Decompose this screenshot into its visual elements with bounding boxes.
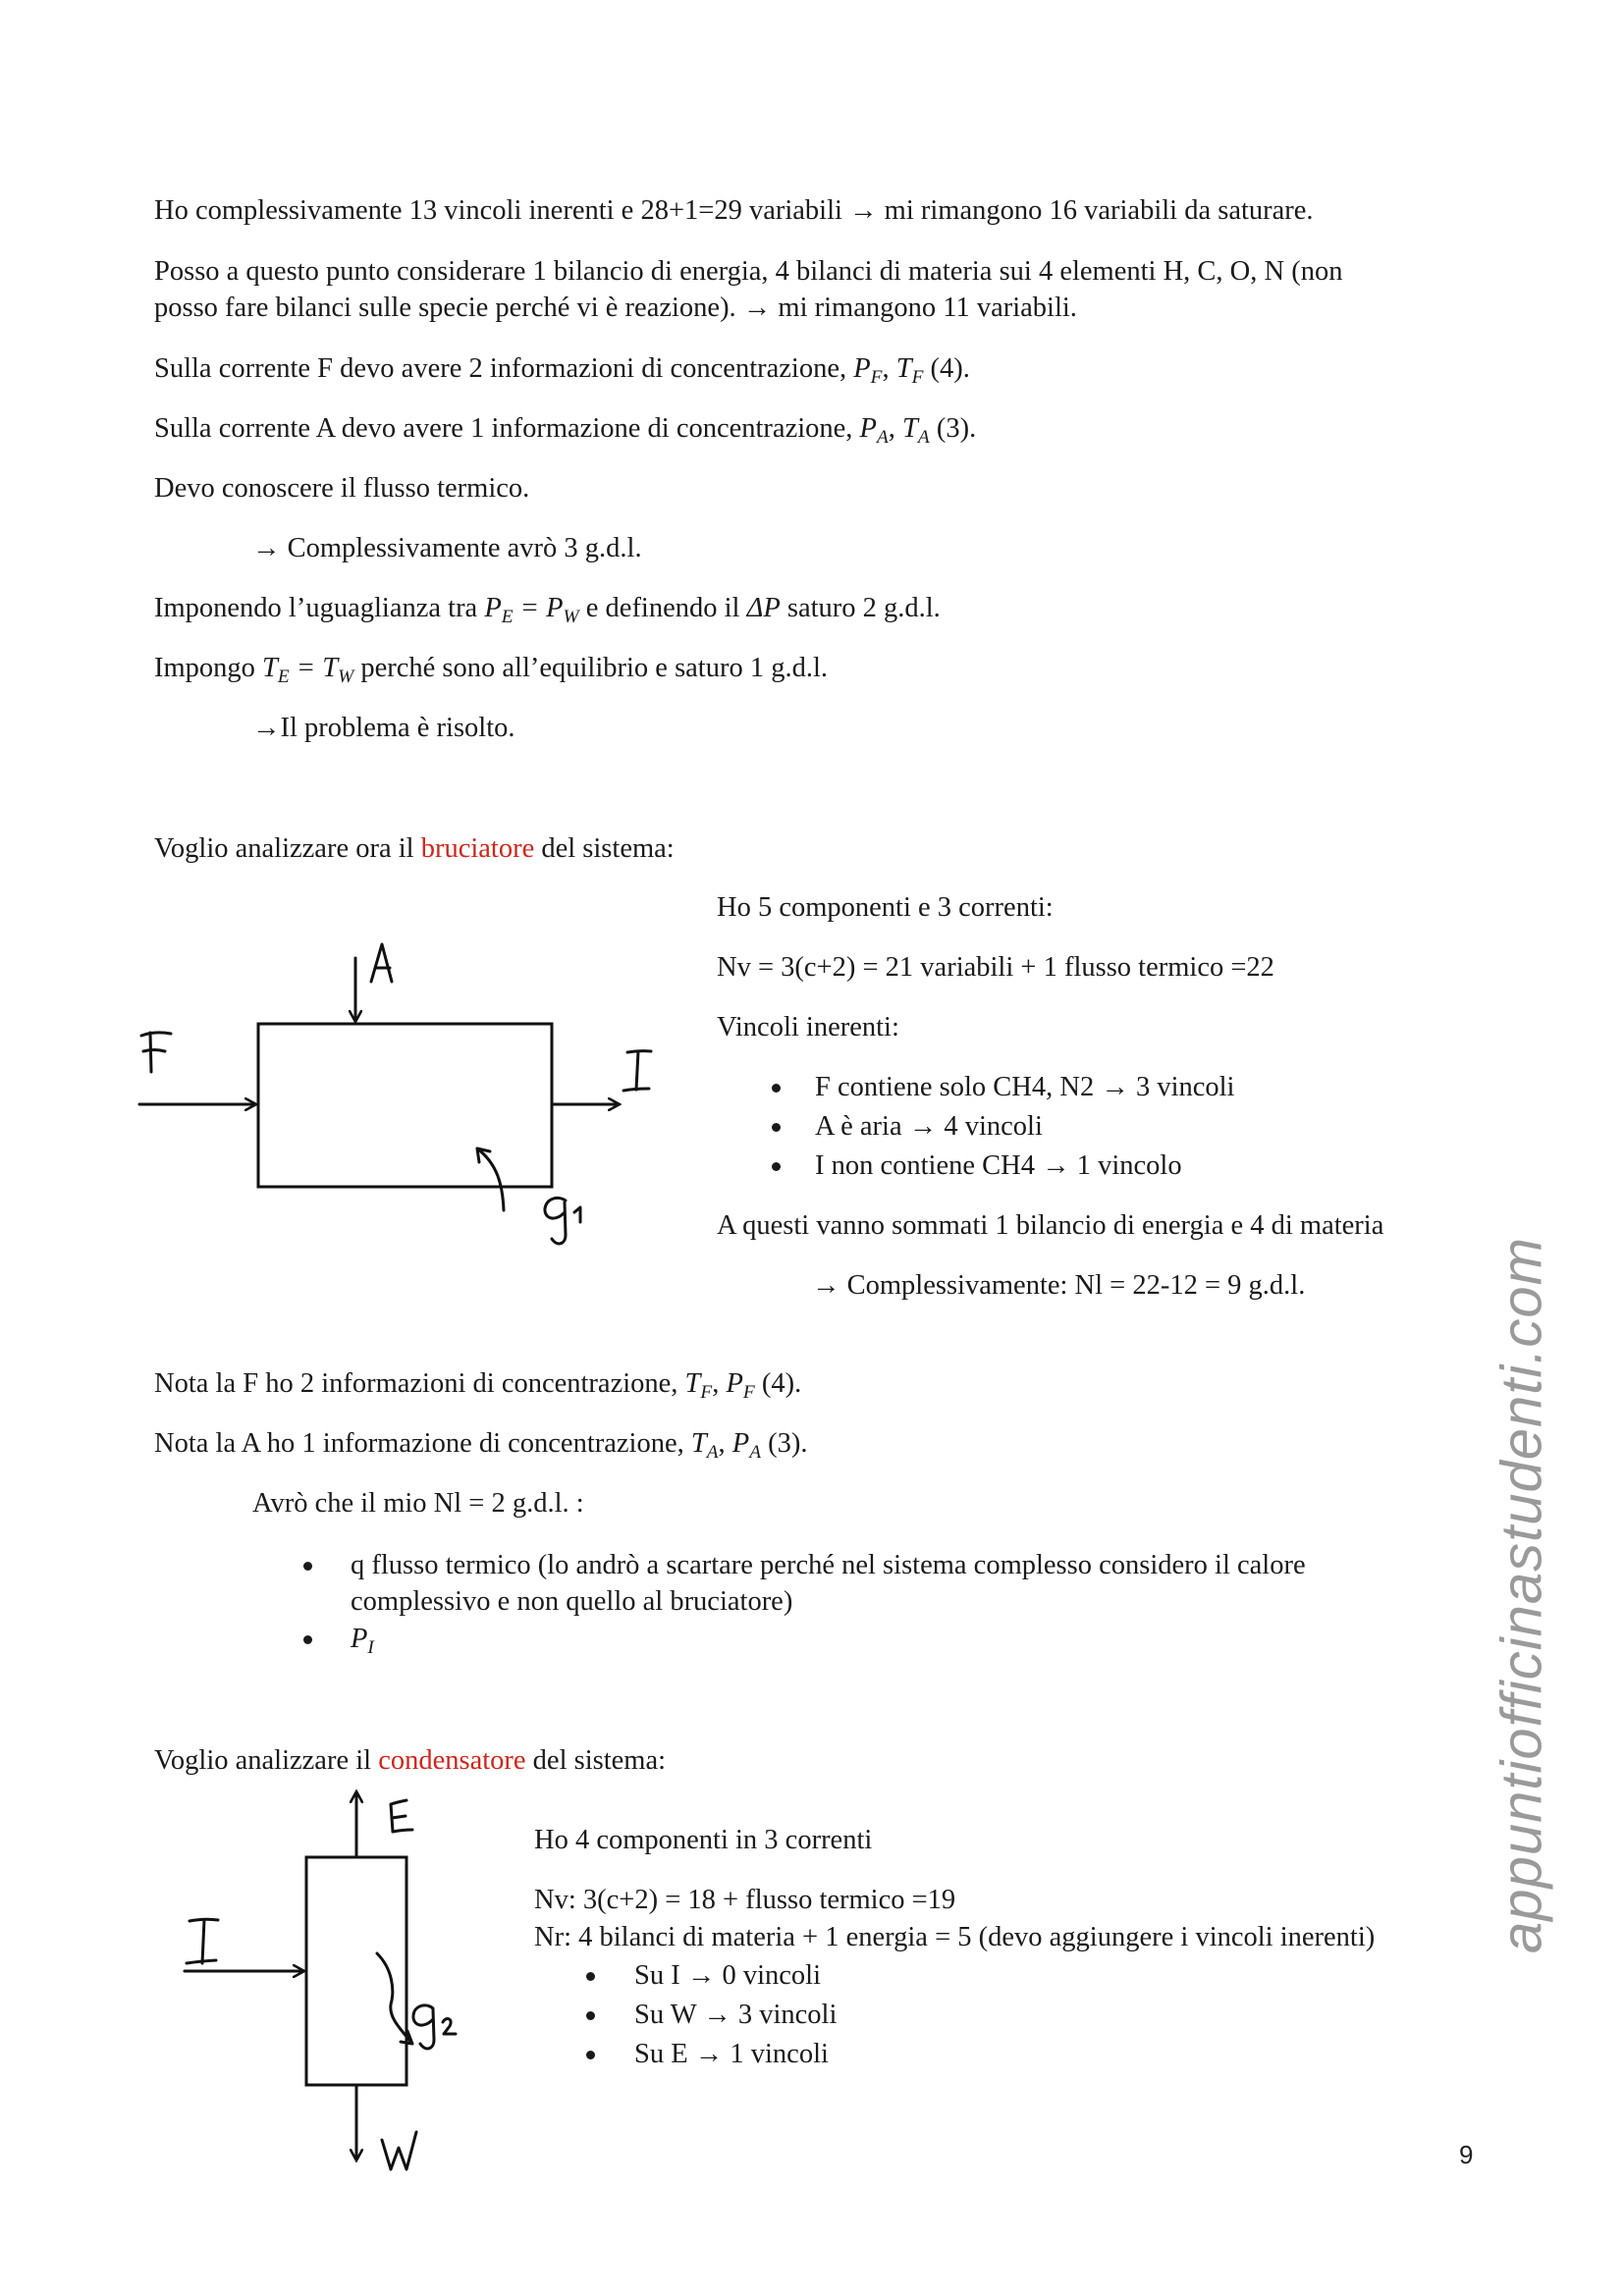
- math-pa: $P_A$: [731, 1428, 762, 1463]
- para-bilanci-line1: Posso a questo punto considerare 1 bilancio di energia, 4 bilanci di materia sui 4 elementi H, C, O, N (non: [154, 256, 1343, 287]
- bullet-dot: [303, 1562, 312, 1571]
- bullet-flusso-termico-line2: complessivo e non quello al bruciatore): [351, 1586, 793, 1617]
- para-bilanci-line2: posso fare bilanci sulle specie perché vi è reazione). → mi rimangono 11 variabili.: [154, 293, 1077, 323]
- keyword-condensatore: condensatore: [378, 1745, 526, 1776]
- bruciatore-gdl: → Complessivamente: Nl = 22-12 = 9 g.d.l.: [812, 1270, 1306, 1301]
- condensatore-vincolo-w: Su W → 3 vincoli: [634, 2000, 838, 2030]
- nl-2-gdl: Avrò che il mio Nl = 2 g.d.l. :: [252, 1488, 584, 1519]
- math-pf: $P_F$: [853, 353, 883, 388]
- para-uguaglianza-temperature: Impongo $T_E = T_W$ perché sono all’equilibrio e saturo 1 g.d.l.: [154, 653, 829, 687]
- bruciatore-diagram: [128, 923, 677, 1247]
- math-pa: $P_A$: [859, 413, 889, 448]
- para-uguaglianza-pressioni: Imponendo l’uguaglianza tra $P_E = P_W$ e definendo il ΔP saturo 2 g.d.l.: [154, 593, 941, 627]
- bruciatore-vincolo-3: I non contiene CH4 → 1 vincolo: [815, 1150, 1182, 1181]
- para-vincoli-totali: Ho complessivamente 13 vincoli inerenti e 28+1=29 variabili → mi rimangono 16 variabili da saturare.: [154, 195, 1314, 226]
- keyword-bruciatore: bruciatore: [420, 833, 535, 864]
- bullet-pi: [351, 1621, 374, 1658]
- label-e-hand: [391, 1800, 412, 1832]
- para-corrente-a: Sulla corrente A devo avere 1 informazione di concentrazione, $P_A$, $T_A$ (3).: [154, 413, 977, 448]
- bruciatore-vincoli-heading: Vincoli inerenti:: [717, 1012, 899, 1042]
- bruciatore-vincolo-1: F contiene solo CH4, N2 → 3 vincoli: [815, 1072, 1235, 1102]
- math-te-eq-tw: $T_E = T_W$: [262, 653, 354, 687]
- condensatore-box: [306, 1857, 406, 2085]
- para-complessivamente-3gdl: → Complessivamente avrò 3 g.d.l.: [252, 533, 642, 563]
- label-i-hand: [623, 1051, 651, 1091]
- nota-f: Nota la F ho 2 informazioni di concentrazione, $T_F$, $P_F$ (4).: [154, 1368, 802, 1403]
- bullet-flusso-termico-line1: q flusso termico (lo andrò a scartare perché nel sistema complesso considero il calore: [351, 1550, 1306, 1580]
- bullet-dot: [586, 1972, 595, 1981]
- math-pi: $P_I$: [351, 1624, 374, 1658]
- condensatore-vincolo-i: Su I → 0 vincoli: [634, 1960, 821, 1991]
- condensatore-componenti: Ho 4 componenti in 3 correnti: [534, 1825, 873, 1855]
- label-i-cond-hand: [187, 1919, 218, 1963]
- nota-a: Nota la A ho 1 informazione di concentrazione, $T_A$, $P_A$ (3).: [154, 1428, 808, 1463]
- bullet-dot: [586, 2011, 595, 2020]
- math-ta: $T_A$: [902, 413, 930, 448]
- label-q1-hand: [545, 1198, 580, 1244]
- label-a-hand: [371, 944, 392, 982]
- math-ta: $T_A$: [690, 1428, 719, 1463]
- page-number: 9: [1459, 2140, 1474, 2169]
- bullet-dot: [303, 1635, 312, 1644]
- heading-bruciatore: Voglio analizzare ora il bruciatore del sistema:: [154, 833, 675, 864]
- para-problema-risolto: →Il problema è risolto.: [252, 713, 515, 743]
- condensatore-nr: Nr: 4 bilanci di materia + 1 energia = 5 (devo aggiungere i vincoli inerenti): [534, 1922, 1376, 1952]
- bruciatore-nv: Nv = 3(c+2) = 21 variabili + 1 flusso termico =22: [717, 952, 1274, 983]
- bruciatore-bilanci: A questi vanno sommati 1 bilancio di energia e 4 di materia: [717, 1210, 1384, 1241]
- condensatore-diagram: [167, 1777, 579, 2189]
- bruciatore-componenti: Ho 5 componenti e 3 correnti:: [717, 892, 1054, 923]
- bruciatore-vincolo-2: A è aria → 4 vincoli: [815, 1111, 1043, 1142]
- heading-condensatore: Voglio analizzare il condensatore del sistema:: [154, 1745, 667, 1776]
- math-pf: $P_F$: [726, 1368, 755, 1403]
- arrow-heat-q1: [477, 1148, 504, 1210]
- para-flusso-termico: Devo conoscere il flusso termico.: [154, 473, 530, 504]
- math-pe-eq-pw: $P_E = P_W$: [484, 593, 579, 627]
- math-delta-p: ΔP: [746, 593, 781, 623]
- bullet-dot: [772, 1123, 781, 1132]
- bullet-dot: [586, 2051, 595, 2059]
- bullet-dot: [772, 1162, 781, 1171]
- label-f-hand: [141, 1033, 171, 1072]
- para-corrente-f: Sulla corrente F devo avere 2 informazioni di concentrazione, $P_F$, $T_F$ (4).: [154, 353, 970, 388]
- condensatore-vincolo-e: Su E → 1 vincoli: [634, 2039, 829, 2069]
- math-tf: $T_F$: [684, 1368, 713, 1403]
- watermark: appuntiofficinastudenti.com: [1489, 1237, 1554, 1953]
- label-q2-hand: [413, 2005, 456, 2049]
- bruciatore-box: [258, 1024, 552, 1187]
- condensatore-nv: Nv: 3(c+2) = 18 + flusso termico =19: [534, 1885, 956, 1915]
- label-w-hand: [382, 2132, 416, 2169]
- math-tf: $T_F$: [895, 353, 924, 388]
- bullet-dot: [772, 1084, 781, 1093]
